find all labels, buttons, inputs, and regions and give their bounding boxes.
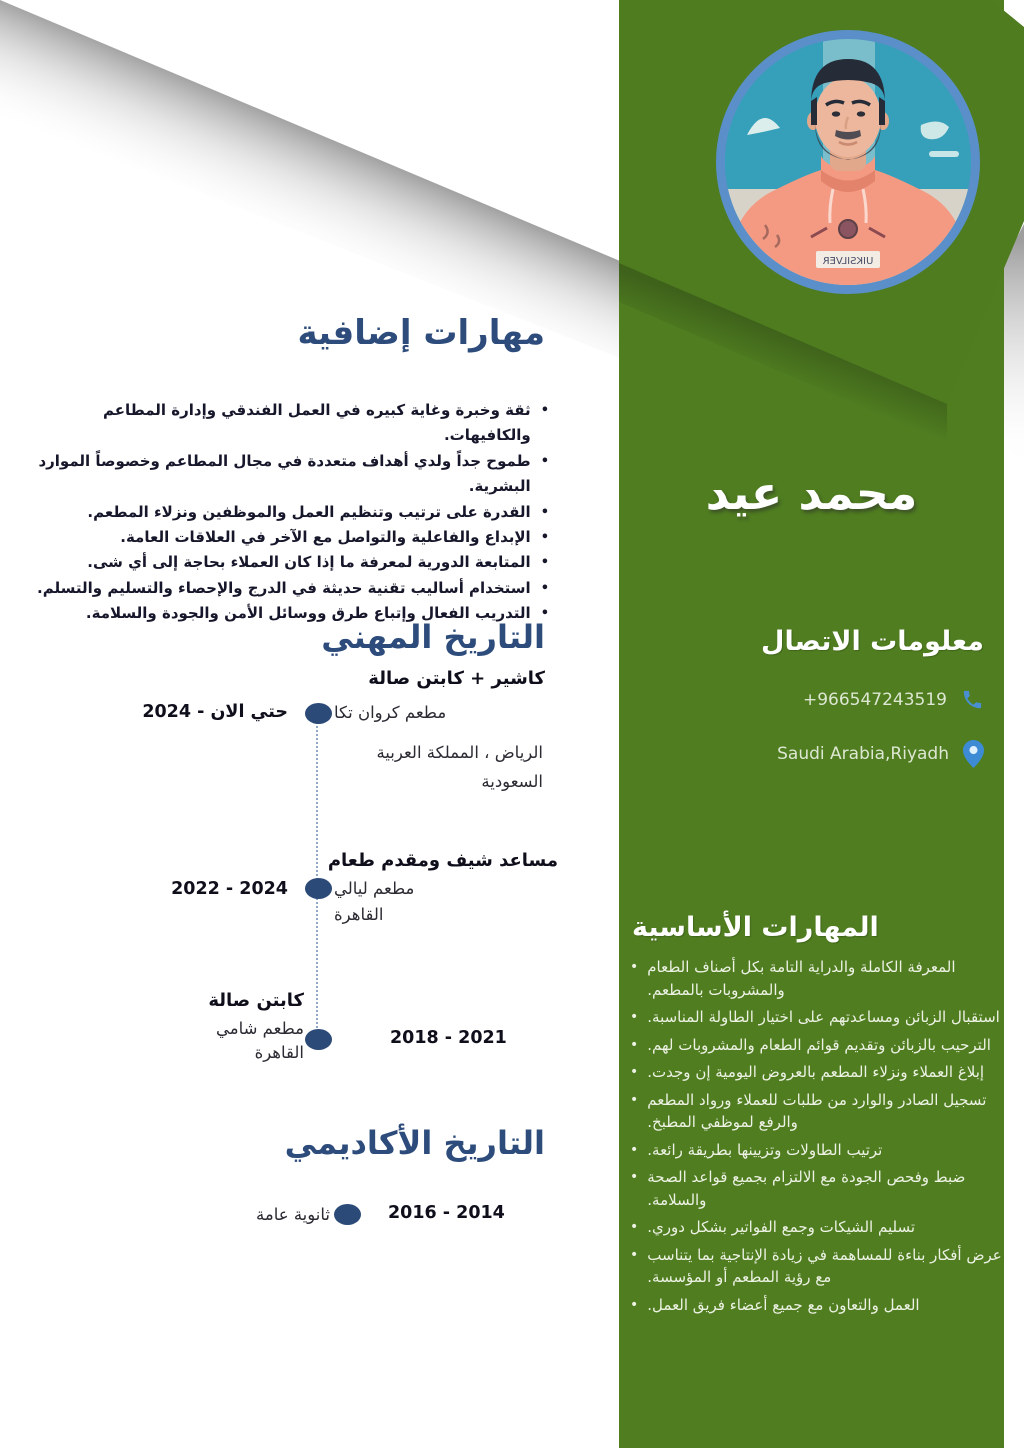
- bullet-icon: •: [630, 959, 639, 975]
- timeline-dot: [305, 703, 332, 724]
- bullet-icon: •: [630, 1219, 639, 1235]
- bullet-icon: •: [540, 530, 549, 546]
- list-item: • استخدام أساليب تقنية حديثة في الدرج والإحصاء والتسليم والتسلم.: [29, 576, 549, 601]
- bullet-icon: •: [540, 606, 549, 622]
- bullet-icon: •: [630, 1036, 639, 1053]
- job-title: مساعد شيف ومقدم طعام: [327, 850, 558, 871]
- skill-item: • الترحيب بالزبائن وتقديم قوائم الطعام والمشروبات لهم.: [630, 1034, 1002, 1057]
- skill-item: • إبلاغ العملاء ونزلاء المطعم بالعروض اليومية إن وجدت.: [630, 1061, 1002, 1084]
- education-date: 2016 - 2014: [388, 1203, 505, 1223]
- skill-item: • تسجيل الصادر والوارد من طلبات للعملاء ورواد المطعم والرفع لموظفي المطبخ.: [630, 1089, 1002, 1134]
- bullet-icon: •: [630, 1169, 639, 1185]
- job-date: 2018 - 2021: [390, 1028, 507, 1048]
- bullet-icon: •: [540, 504, 549, 520]
- bullet-icon: •: [630, 1246, 639, 1263]
- skill-item: • عرض أفكار بناءة للمساهمة في زيادة الإنتاجية بما يتناسب مع رؤية المطعم أو المؤسسة.: [630, 1244, 1002, 1289]
- svg-text:UIKSILVER: UIKSILVER: [822, 256, 874, 267]
- bullet-icon: •: [630, 1009, 639, 1025]
- phone-number: +966547243519: [802, 689, 947, 710]
- timeline-dot: [305, 878, 332, 899]
- job-title: كابتن صالة: [208, 990, 304, 1011]
- job-location: القاهرة: [334, 905, 384, 924]
- skill-item: • تسليم الشيكات وجمع الفواتير بشكل دوري.: [630, 1216, 1002, 1239]
- job-company: مطعم شامي: [215, 1019, 304, 1038]
- timeline-dot: [305, 1029, 332, 1050]
- education-section-title: التاريخ الأكاديمي: [284, 1124, 545, 1162]
- bullet-icon: •: [540, 580, 549, 596]
- additional-skills-title: مهارات إضافية: [297, 313, 545, 353]
- candidate-name: محمد عيد: [705, 466, 918, 520]
- job-company: مطعم كروان تكا: [334, 703, 447, 722]
- portrait-illustration: [725, 39, 971, 285]
- bullet-icon: •: [630, 1064, 639, 1080]
- core-skills-title: المهارات الأساسية: [632, 912, 879, 943]
- job-location: القاهرة: [254, 1043, 304, 1062]
- job-location: الرياض ، المملكة العربية السعودية: [376, 743, 543, 791]
- location-pin-icon: [963, 740, 984, 768]
- list-item: • التدريب الفعال وإتباع طرق ووسائل الأمن والجودة والسلامة.: [29, 601, 549, 626]
- list-item: • القدرة على ترتيب وتنظيم العمل والموظفين ونزلاء المطعم.: [29, 500, 549, 525]
- skill-item: • ترتيب الطاولات وتزيينها بطريقة رائعة.: [630, 1139, 1002, 1162]
- skill-item: • استقبال الزبائن ومساعدتهم على اختيار الطاولة المناسبة.: [630, 1006, 1002, 1029]
- phone-row: [654, 688, 984, 711]
- bullet-icon: •: [630, 1141, 639, 1158]
- experience-section-title: التاريخ المهني: [321, 618, 545, 656]
- additional-skills-list: [29, 398, 549, 627]
- location-row: [654, 740, 984, 768]
- list-item: • المتابعة الدورية لمعرفة ما إذا كان العملاء بحاجة إلى أي شى.: [29, 550, 549, 575]
- core-skills-list: [630, 956, 1002, 1321]
- list-item: • الإبداع والفاعلية والتواصل مع الآخر في العلاقات العامة.: [29, 525, 549, 550]
- list-item: • طموح جداً ولدي أهداف متعددة في مجال المطاعم وخصوصاً الموارد البشرية.: [29, 449, 549, 500]
- skill-item: • ضبط وفحص الجودة مع الالتزام بجميع قواعد الصحة والسلامة.: [630, 1166, 1002, 1211]
- contact-section-title: معلومات الاتصال: [761, 626, 984, 657]
- timeline-dot: [334, 1204, 361, 1225]
- list-item: • ثقة وخبرة وغاية كبيره في العمل الفندقي وإدارة المطاعم والكافيهات.: [29, 398, 549, 449]
- profile-photo: [716, 30, 980, 294]
- timeline-line: [316, 714, 318, 1040]
- phone-icon: [961, 688, 984, 711]
- degree-name: ثانوية عامة: [256, 1205, 330, 1224]
- bullet-icon: •: [540, 555, 549, 571]
- job-company: مطعم ليالي: [334, 879, 415, 898]
- job-date: 2022 - 2024: [171, 879, 288, 899]
- location-text: Saudi Arabia,Riyadh: [777, 744, 949, 764]
- job-date: حتي الان - 2024: [142, 702, 288, 722]
- bullet-icon: •: [630, 1091, 639, 1108]
- skill-item: • العمل والتعاون مع جميع أعضاء فريق العمل.: [630, 1294, 1002, 1317]
- fold-shadow-left: [0, 0, 620, 358]
- bullet-icon: •: [540, 403, 549, 418]
- skill-item: • المعرفة الكاملة والدراية التامة بكل أصناف الطعام والمشروبات بالمطعم.: [630, 956, 1002, 1001]
- job-title: كاشير + كابتن صالة: [368, 668, 545, 689]
- bullet-icon: •: [540, 453, 549, 469]
- bullet-icon: •: [630, 1296, 639, 1313]
